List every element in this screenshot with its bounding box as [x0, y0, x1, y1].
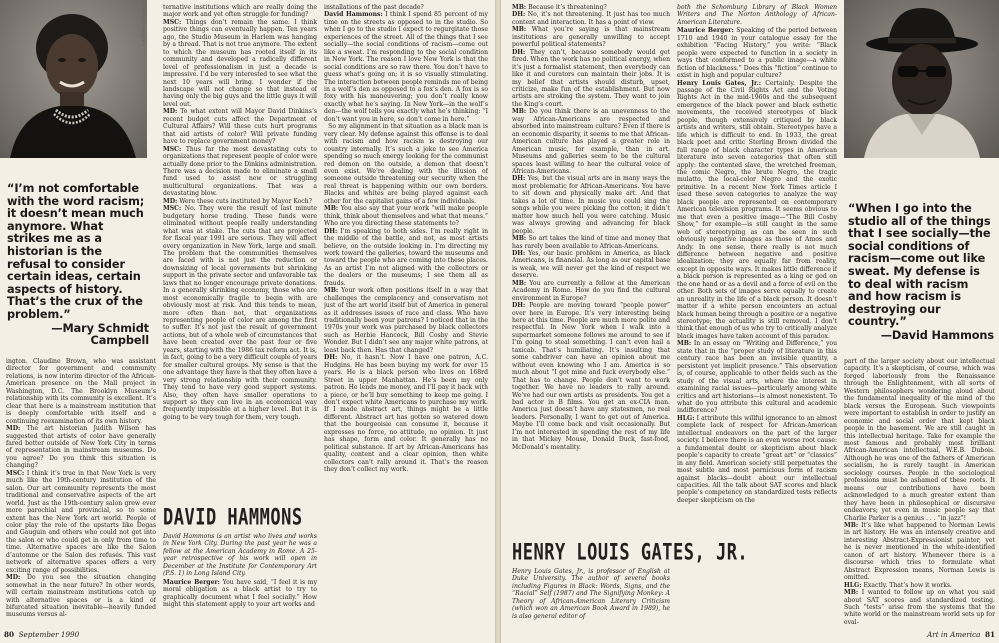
portrait-photo-campbell: [0, 0, 147, 158]
paragraph: MD: To what extent will Mayor David Dinkins’s recent budget cuts affect the Department of Cultural Affairs? Will these cuts hurt programs that aid artists of color? Will private funding have to replace government money?: [163, 108, 317, 146]
right-column-3: [844, 358, 995, 630]
paragraph: MB: You also say that your work “will make people think, think about themselves and what that means.” Who are you directing these statements to?: [324, 205, 488, 228]
right-column-2: [677, 4, 837, 634]
photo-credit: Photo: Andrew Harkins: [991, 4, 996, 50]
pull-quote-text: “I’m not comfortable with the word racism; it doesn’t mean much anymore. What strikes me as a historian is the refusal to consider certain ideas, certain aspects of history. That’s the crux of the problem.”: [7, 182, 145, 321]
right-page: [501, 0, 999, 643]
pull-quote-attribution: —Mary Schmidt Campbell: [51, 321, 149, 348]
page-number: 81: [984, 630, 995, 639]
paragraph: MSC: No. They were the result of last minute budgetary horse trading. These funds were eliminated without people really understanding what was at stake. The cuts that are projected for fiscal year 1991 are serious. They will affect every organization in New York, large and small. The problem that the communities themselves are faced with is not just the reduction or downsizing of local governments but shrinking support in the private sector and unfavorable tax laws that no longer encourage private donations. In a generally shrinking economy, those who are most economically fragile to begin with are obviously most at risk. And this tends to mean, more often than not, that organizations representing people of color are among the first to suffer. It’s not just the result of government actions, but of a whole web of circumstances that have been created over the past four or five years, starting with the 1986 tax reform act. It is, in fact, going to be a very difficult couple of years for smaller cultural groups. My sense is that the one advantage they have is that they often have a very strong relationship with their community. They tend to have very good support systems. Also, they often have smaller operations to support so they can live in an economical way frequently impossible at a higher level. But it is going to be very tough for them, very tough.: [163, 205, 317, 421]
section-heading-gates: HENRY LOUIS GATES, JR.: [512, 540, 749, 566]
pull-quote: [7, 183, 149, 348]
paragraph: MB: Because it’s threatening?: [512, 4, 607, 11]
paragraph: ternative institutions which are really doing the major work and yet often struggle for funding?: [163, 4, 317, 19]
paragraph: HLG: I attribute this willful ignorance to an almost complete lack of respect for African-American intellectual endeavors on the part of the larger society. I believe there is an even worse root cause: a fundamental doubt or skepticism about black people’s capacity to create “great art” or “classics” in any field. American society still perpetuates the most subtle and most pernicious form of racism against blacks—doubt about our intellectual capacities. All the talk about SAT scores and black people’s competency on standardized tests reflects deeper skepticism on the: [677, 414, 837, 504]
left-column-1: [6, 358, 156, 630]
right-column-1: [512, 4, 670, 524]
pull-quote-attribution: —David Hammons: [880, 328, 994, 342]
folio-left: [4, 630, 79, 639]
folio-right: [927, 630, 995, 639]
paragraph: So my alignment in that situation as a black man is very clear. My defense against this offense is to deal with racism and how racism is destroying our country internally. It’s such a joke to see America spending so much energy looking for the communist red demon on the outside, a demon that doesn’t even exist. We’re dealing with the illusion of someone outside threatening our security when the real threat is happening within our own borders. Blacks and whites are being played against each other for the capitalist gains of a few individuals.: [324, 123, 488, 205]
issue-date: September 1990: [18, 630, 80, 639]
paragraph: MD: Do you see the situation changing somewhat in the near future? In other words, will certain mainstream institutions catch up with alternative spaces or is a kind of bifurcated situation inevitable—heavily funded museums versus al-: [6, 574, 156, 619]
paragraph: David Hammons: I think I spend 85 percent of my time on the streets as opposed to in the studio. So when I go to the studio I expect to regurgitate those experiences of the street. All of the things that I see socially—the social conditions of racism—come out like a sweat. I’m responding to the social condition in New York. The reason I love New York is that the social conditions are so raw there. You don’t have to guess what’s going on; it is so visually stimulating. The interaction between people reminds me of being in a wolf’s den as opposed to a fox’s den. A fox is so foxy with his maneuvering; you don’t really know exactly what he’s saying. In New York—in the wolf’s den—the wolf tells you exactly what he’s thinking: “I don’t want you in here, so don’t come in here.”: [324, 11, 488, 123]
paragraph: DH: Yes, but the visual arts are in many ways the most problematic for African-Americans. You have to sit down and physically make art. And that takes a lot of time. In music you could sing the songs while you were picking the cotton; it didn’t matter how much hell you were catching. Music was always growing and advancing for black people.: [512, 175, 670, 235]
paragraph: DH: No, it’s not threatening. It just has too much content and interaction. It has a point of view.: [512, 11, 670, 26]
paragraph: Maurice Berger: You have said, “I feel it is my moral obligation as a black artist to try to graphically document what I feel socially.” How might this statement apply to your art works and: [163, 578, 317, 609]
portrait-photo-hammons: [844, 0, 999, 158]
paragraph: MB: Do you think there is an unevenness to the way African-Americans are respected and absorbed into mainstream culture? Even if there is an economic disparity, it seems to me that African-American culture has played a greater role in American music, for example, than in art. Museums and galleries seem to be the cultural spaces least willing to hear the cultural voice of African-Americans.: [512, 108, 670, 175]
paragraph: MB: What you’re saying is that mainstream institutions are generally unwilling to accept powerful political statements?: [512, 26, 670, 49]
photo-credit: Photo: John Heggarty: [141, 4, 146, 47]
left-page: [0, 0, 495, 643]
paragraph: DH: No, it hasn’t. Now I have one patron, A.C. Hudgins. He has been buying my work for over 15 years. He is a black person who lives on 168rd Street in upper Manhattan. He’s been my only patron. He lends me money, and I’ll pay it back with a piece, or he’ll buy something to keep me going. I don’t expect white Americans to purchase my work. If I made abstract art, things might be a little different. Abstract art has gotten so watered down that the bourgeoisie can consume it, because it expresses no force, no attitude, no opinion. It just has shape, form and color. It generally has no political substance. If art by African-Americans has quality, content and a clear opinion, then white collectors can’t rally around it. That’s the reason they don’t collect my work.: [324, 354, 488, 474]
campbell-portrait-image: [0, 0, 147, 158]
magazine-name: Art in America: [927, 630, 981, 639]
paragraph: DH: People are moving toward “people power” over here in Europe. It’s very interesting being here at this time. People are much more polite and respectful. In New York when I walk into a supermarket someone follows me around to see if I’m going to steal something. I can’t even hail a taxicab. That’s humiliating. It’s insulting that some cabdriver can have an opinion about me without even knowing who I am. America is so much about “I got mine and fuck everybody else.” That has to change. People don’t want to work together. We have no leaders to rally around. We’ve had our own artists as presidents. You get a bad actor in B films. You get an ex-CIA man. America just doesn’t have any statesmen, no real leaders. Personally, I want to get out of America. Maybe I’ll come back and visit occasionally. But I’m not interested in spending the rest of my life in that Mickey Mouse, Donald Duck, fast-food, McDonald’s mentality.: [512, 302, 670, 451]
paragraph: MB: So art takes the kind of time and money that has rarely been available to African-Americans.: [512, 235, 670, 250]
paragraph: Henry Louis Gates, Jr.: Certainly. Despite the passage of the Civil Rights Act and the Voting Rights Act in the mid-1960s and the subsequent emergence of the black power and black esthetic movements, the received stereotypes of black people, though extensively critiqued by black artists and writers, still obtain. Stereotypes have a life which is difficult to end. In 1933, the great black poet and critic Sterling Brown divided the full range of black character types in American literature into seven categories that often still apply: the contented slave, the wretched freeman, the comic Negro, the brute Negro, the tragic mulatto, the local-color Negro and the exotic primitive. In a recent New York Times article I used these seven categories to analyze the way black people are represented on contemporary American television programs. It seems obvious to me that even a positive image—“The Bill Cosby Show,” for example—is still caught in the same web of stereotyping as can be seen in such obviously negative images as those of Amos and Andy. In one sense, there really is not much difference between negative and positive idealization; they are equally far from reality, except in opposite ways. It makes little difference if a black person is represented as a king or god on the one hand or as a devil and a force of evil on the other. Both sets of images serve equally to create an unreality in the life of a black person. It doesn’t matter if a white person encounters an actual black human being through a positive or a negative stereotype; the actuality is still removed. I don’t think that enough of us who try to critically analyze black images have taken account of this paradox.: [677, 79, 837, 340]
hammons-intro-block: [163, 533, 317, 633]
paragraph: MD: Were these cuts instituted by Mayor Koch?: [163, 197, 312, 205]
paragraph: installations of the past decade?: [324, 4, 424, 11]
page-number: 80: [4, 630, 15, 639]
paragraph: ington. Claudine Brown, who was assistant director for government and community relations, is now interim director of the African-American presence on the Mall project in Washington, D.C. The Brooklyn Museum’s relationship with its community is excellent. It’s clear that here is a mainstream institution that is deeply comfortable with itself and a continuing reexamination of its own history.: [6, 358, 156, 425]
pull-quote: [848, 203, 994, 343]
paragraph: MSC: I think it’s true in that New York is very much like the 19th-century institution of the salon. Our art community represents the most traditional and conservative aspects of the art world. Just as the 19th-century salon grew ever more parochial and provincial, so to some extent has the New York art world. People of color play the role of the upstarts like Degas and Gauguin and others who could not get into the salon or who could get in only from time to time. Alternative spaces are like the Salon d’automne or the Salon des refusés. This vast network of alternative spaces offers a very exciting range of possibilities.: [6, 469, 156, 574]
gates-intro-block: [512, 568, 670, 632]
paragraph: MSC: Things don’t remain the same. I think positive things can eventually happen. Ten years ago, the Studio Museum in Harlem was hanging by a thread. That is not true anymore. The extent to which the museum has rooted itself in its community and developed a radically different level of professionalism in just a decade is impressive. I’d be very interested to see what the next 10 years will bring. I wonder if the landscape will not change so that instead of having only the big guys and the little guys it will level out.: [163, 18, 317, 108]
intro-paragraph: Henry Louis Gates, Jr., is professor of English at Duke University. The author of several books including Figures in Black: Words, Signs, and the “Racial” Self (1987) and The Signifying Monkey: A Theory of African-American Literary Criticism (which won an American Book Award in 1989), he is also general editor of: [512, 568, 670, 620]
intro-paragraph: David Hammons is an artist who lives and works in New York City. During the past year he was a fellow at the American Academy in Rome. A 25-year retrospective of his work will open in December at the Institute for Contemporary Art (P.S. 1) in Long Island City.: [163, 533, 317, 578]
paragraph: DH: They can’t, because somebody would get fired. When the work has no political energy, when it’s just a formalist statement, then everybody can like it and curators can maintain their jobs. It is my belief that artists should disturb, upset, criticize, make fun of the establishment. But now artists are stroking the system. They want to join the King’s court.: [512, 48, 670, 108]
left-column-3: [324, 4, 488, 634]
pull-quote-text: “When I go into the studio all of the things that I see socially—the social conditions of racism—come out like sweat. My defense is to deal with racism and how racism is destroying our country.”: [848, 202, 991, 329]
section-heading-hammons: DAVID HAMMONS: [163, 505, 303, 531]
paragraph: MSC: Thus far the most devastating cuts to organizations that represent people of color were actually done prior to the Dinkins administration. There was a decision made to eliminate a small fund used to assist new or struggling multicultural organizations. That was a devastating blow.: [163, 145, 317, 198]
paragraph: MB: Your work often positions itself in a way that challenges the complacency and conservatism not just of the art world itself but of America in general as it addresses issues of race and class. Who have traditionally been your patrons? I noticed that in the 1970s your work was purchased by black collectors such as Herbie Hancock, Bill Cosby and Stevie Wonder. But I didn’t see any major white patrons, at least back then. Has that changed?: [324, 287, 488, 354]
hammons-portrait-image: [844, 0, 999, 158]
intro-paragraph-continued: both the Schomburg Library of Black Women Writers and The Norton Anthology of African-American Literature.: [677, 4, 837, 26]
paragraph: Maurice Berger: Speaking of the period between 1710 and 1940 in your catalogue essay for the exhibition “Facing History,” you write: “Black people were expected to function in a society in ways that conformed to a public image—a white fiction of blackness.” Does this “fiction” continue to exist in high and popular culture?: [677, 27, 837, 80]
paragraph: MB: You are currently a fellow at the American Academy in Rome. How do you find the cultural environment in Europe?: [512, 279, 670, 302]
paragraph: DH: I’m speaking to both sides. I’m really right in the middle of the battle, and not, as most artists believe, on the outside looking in. I’m directing my work toward the galleries, toward the museums and toward the people who are coming into these places. As an artist I’m not aligned with the collectors or the dealers or the museums; I see them all as frauds.: [324, 227, 488, 287]
paragraph: MB: It’s like what happened to Norman Lewis in art history. He was an intensely creative and interesting Abstract-Expressionist painter, yet he is never mentioned in the white-identified canon of art history. Whenever there is a discourse which tries to formulate what Abstract Expression means, Norman Lewis is omitted.: [844, 521, 995, 582]
paragraph: part of the larger society about our intellectual capacity. It’s a skepticism, of course, which was forged laboriously from the Renaissance through the Enlightenment, with all sorts of Western philosophers wondering aloud about the fundamental inequality of the mind of the black versus the European. Such viewpoints were important to establish in order to justify an economic and social order that kept black people in the basement. We are still caught in this intellectual heritage. Take for example the most famous and probably most brilliant African-American intellectual, W.E.B. Dubois. Although he was one of the fathers of American socialism, he is rarely taught in American sociology courses. People in the sociological professions must be ashamed of these roots. It means our contributions have been acknowledged to a much greater extent than they have been in philosophical or discursive endeavors; yet even in music people say that Charlie Parker is a genius . . . “in jazz”!: [844, 358, 995, 522]
left-column-2: [163, 4, 317, 499]
paragraph: HLG: Exactly. That’s how it works.: [844, 581, 952, 589]
paragraph: MD: The art historian Judith Wilson has suggested that artists of color have generally fared better outside of New York City in terms of representation in mainstream museums. Do you agree? Do you think this situation is changing?: [6, 425, 156, 470]
paragraph: MB: In an essay on “Writing and Difference,” you state that in the “proper study of literature in this century race has been an invisible quantity, a persistent yet implicit presence.” This observation is, of course, applicable to other fields such as the study of the visual arts, where the interest in examining racial issues—particularly among white critics and art historians—is almost nonexistent. To what do you attribute this cultural and academic indifference?: [677, 340, 837, 415]
paragraph: MB: I wanted to follow up on what you said about SAT scores and standardized testing. Such “tests” arise from the systems that the white world or the mainstream world sets up for eval-: [844, 589, 995, 626]
paragraph: DH: Yes, our basic problem in America, as black Americans, is financial. As long as our capital base is weak, we will never get the kind of respect we deserve.: [512, 249, 670, 280]
